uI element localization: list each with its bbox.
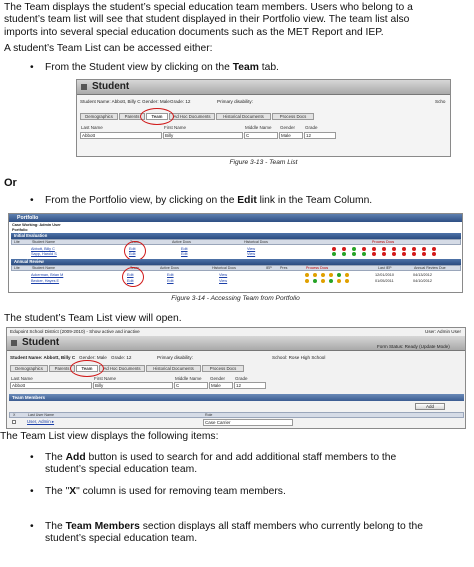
annual-review-due-date: 04/10/2012 (413, 279, 433, 283)
grade-info: Grade: 12 (111, 355, 132, 360)
last-name-field[interactable]: Abbott (10, 382, 92, 389)
portfolio-title: Portfolio (9, 214, 462, 222)
bullet1-strong: Team (232, 62, 259, 73)
bullet-glyph: • (30, 521, 34, 532)
table-row (31, 252, 57, 257)
col-process-docs: Process Docs (372, 240, 395, 244)
tab-parents[interactable]: Parents (119, 113, 145, 120)
tab-ad-hoc-documents[interactable]: Ad Hoc Documents (169, 113, 215, 120)
bullet2-suffix: link in the Team Column. (256, 195, 373, 206)
initial-eval-table-header (11, 239, 461, 245)
bullet-glyph: • (30, 486, 34, 497)
tab-team[interactable]: Team (76, 365, 98, 372)
status-green-icon (332, 252, 336, 256)
student-header (77, 80, 450, 95)
student-name-info: Student Name: Abbott, Billy C (80, 99, 141, 104)
status-red-icon (372, 252, 376, 256)
status-red-icon (382, 252, 386, 256)
col-historical-docs: Historical Docs (212, 266, 236, 270)
label-first-name: First Name (94, 376, 117, 381)
student-view-screenshot (76, 79, 451, 157)
item2-prefix: The " (45, 486, 70, 497)
disability-info: Primary disability: (217, 99, 253, 104)
table-row (31, 273, 63, 278)
figure-caption-1: Figure 3-13 - Team List (229, 159, 298, 166)
col-student-name: Student Name (32, 266, 55, 270)
bullet-glyph: • (30, 62, 34, 73)
label-grade: Grade (305, 125, 318, 130)
status-red-icon (402, 247, 406, 251)
status-red-icon (432, 252, 436, 256)
tab-historical-documents[interactable]: Historical Documents (216, 113, 271, 120)
status-red-icon (362, 247, 366, 251)
bullet2-strong: Edit (237, 195, 257, 206)
item3-prefix: The (45, 521, 66, 532)
status-yellow-icon (329, 273, 333, 277)
student-link[interactable]: Ackerman, Brian M (31, 273, 64, 277)
historical-view-link[interactable]: View (219, 279, 228, 283)
intro-line-3: imports into several special education documents such as the MET Report and IEP. (4, 26, 384, 38)
label-middle-name: Middle Name (175, 376, 202, 381)
highlight-circle (140, 108, 174, 125)
col-last-user-name: Last User Name (28, 413, 54, 417)
collapse-arrow-icon[interactable] (11, 340, 17, 346)
district-info: Edupoint School District (2009-2010) - Show active and inactive (10, 329, 140, 334)
tab-parents[interactable]: Parents (49, 365, 75, 372)
tab-team[interactable]: Team (146, 113, 168, 120)
tab-process-docs[interactable]: Process Docs (272, 113, 314, 120)
gender-select[interactable]: Male (209, 382, 233, 389)
first-name-field[interactable]: Billy (93, 382, 173, 389)
status-green-icon (352, 252, 356, 256)
historical-view-link[interactable]: View (247, 247, 256, 251)
col-iep: IEP (266, 266, 272, 270)
member-name-link[interactable]: User, Admin ▸ (27, 419, 55, 424)
bullet-glyph: • (30, 195, 34, 206)
status-yellow-icon (313, 273, 317, 277)
team-list-screenshot (6, 327, 466, 429)
student-title: Student (92, 81, 130, 92)
tab-demographics[interactable]: Demographics (10, 365, 48, 372)
status-yellow-icon (305, 273, 309, 277)
case-heading: Case Working: Admin User (12, 223, 61, 227)
status-green-icon (362, 252, 366, 256)
school-info: School: Rose High School (272, 355, 326, 360)
active-docs-edit-link[interactable]: Edit (167, 279, 174, 283)
historical-view-link[interactable]: View (219, 273, 228, 277)
table-row (31, 279, 59, 284)
col-annual-review-due: Annual Review Due (414, 266, 446, 270)
intro-paragraph (4, 2, 470, 39)
item1-rest: button is used to search for and add additional staff members to the (85, 452, 397, 463)
active-docs-edit-link[interactable]: Edit (181, 247, 188, 251)
form-status: Form Status: Ready (Update Mode) (377, 344, 450, 349)
team-edit-link[interactable]: Edit (129, 252, 136, 256)
status-green-icon (329, 279, 333, 283)
item1-strong: Add (65, 452, 86, 463)
item3-strong: Team Members (65, 521, 140, 532)
col-pres: Pres (280, 266, 288, 270)
col-lite: Lite (14, 266, 20, 270)
tab-process-docs[interactable]: Process Docs (202, 365, 244, 372)
role-select[interactable]: Case Carrier (203, 419, 293, 426)
student-title: Student (22, 337, 60, 348)
student-link[interactable]: Becker, Hayes E (31, 279, 60, 283)
status-red-icon (372, 247, 376, 251)
tab-historical-documents[interactable]: Historical Documents (146, 365, 201, 372)
label-last-name: Last Name (81, 125, 103, 130)
team-edit-link[interactable]: Edit (127, 273, 134, 277)
status-red-icon (422, 247, 426, 251)
status-green-icon (337, 273, 341, 277)
last-iep-date: 12/01/2010 (375, 273, 395, 277)
col-remove: X (13, 413, 16, 417)
student-name-info: Student Name: Abbott, Billy C (10, 355, 76, 360)
portfolio-screenshot (8, 213, 463, 293)
or-label: Or (4, 177, 17, 189)
col-student-name: Student Name (32, 240, 55, 244)
figure-caption-2: Figure 3-14 - Accessing Team from Portfolio (171, 295, 300, 302)
item3-line2: student’s special education team. (45, 533, 198, 545)
label-gender: Gender (280, 125, 296, 130)
item2-rest: " column is used for removing team members. (76, 486, 286, 497)
bullet1-suffix: tab. (258, 62, 279, 73)
middle-name-field[interactable]: C (244, 132, 278, 139)
status-red-icon (332, 247, 336, 251)
gender-info: Gender: Male (79, 355, 107, 360)
item3-rest: section displays all staff members who currently belong to the (139, 521, 423, 532)
status-green-icon (313, 279, 317, 283)
grade-select[interactable]: 12 (234, 382, 266, 389)
bullet-glyph: • (30, 452, 34, 463)
status-yellow-icon (305, 279, 309, 283)
status-yellow-icon (345, 279, 349, 283)
status-red-icon (412, 252, 416, 256)
label-grade: Grade (235, 376, 248, 381)
status-red-icon (392, 252, 396, 256)
label-first-name: First Name (164, 125, 187, 130)
active-docs-edit-link[interactable]: Edit (167, 273, 174, 277)
bullet2-prefix: From the Portfolio view, by clicking on the (45, 195, 238, 206)
first-name-field[interactable]: Billy (163, 132, 243, 139)
status-red-icon (382, 247, 386, 251)
student-link[interactable]: Sapp, Harold S (31, 252, 57, 256)
gender-select[interactable]: Male (279, 132, 303, 139)
highlight-circle (70, 360, 104, 377)
status-green-icon (342, 252, 346, 256)
portfolio-filter-label: Portfolio (12, 228, 28, 232)
intro-line-2: student’s team list will see that student displayed in their Portfolio view. The team list also (4, 14, 410, 26)
last-name-field[interactable]: Abbott (80, 132, 162, 139)
col-process-docs: Process Docs (306, 266, 329, 270)
grade-select[interactable]: 12 (304, 132, 336, 139)
status-red-icon (342, 247, 346, 251)
item2-strong: X (69, 486, 77, 497)
tab-demographics[interactable]: Demographics (80, 113, 118, 120)
team-members-header[interactable]: Team Members (9, 394, 464, 401)
remove-checkbox[interactable] (12, 420, 16, 424)
bullet1-prefix: From the Student view by clicking on the (45, 62, 233, 73)
disability-info: Primary disability: (157, 355, 193, 360)
status-yellow-icon (337, 279, 341, 283)
list-intro: The Team List view displays the following items: (0, 431, 219, 442)
section-annual-review[interactable]: Annual Review (11, 259, 461, 265)
add-button[interactable]: Add (415, 403, 445, 410)
item1-prefix: The (45, 452, 66, 463)
historical-view-link[interactable]: View (247, 252, 256, 256)
highlight-circle (124, 241, 146, 261)
will-open-text: The student’s Team List view will open. (4, 313, 182, 324)
col-team: Team (130, 266, 139, 270)
last-iep-date: 01/05/2011 (375, 279, 394, 283)
status-red-icon (402, 252, 406, 256)
highlight-circle (122, 267, 144, 287)
collapse-arrow-icon[interactable] (81, 84, 87, 90)
grade-info: Grade: 12 (170, 99, 191, 104)
label-middle-name: Middle Name (245, 125, 272, 130)
team-edit-link[interactable]: Edit (127, 279, 134, 283)
status-yellow-icon (321, 273, 325, 277)
gender-info: Gender: Male (142, 99, 170, 104)
item1-line2: student’s special education team. (45, 464, 198, 476)
middle-name-field[interactable]: C (174, 382, 208, 389)
status-green-icon (352, 247, 356, 251)
col-active-docs: Active Docs (172, 240, 191, 244)
team-edit-link[interactable]: Edit (129, 247, 136, 251)
team-members-table-header (9, 412, 464, 418)
active-docs-edit-link[interactable]: Edit (181, 252, 188, 256)
annual-review-due-date: 04/13/2012 (413, 273, 433, 277)
status-red-icon (392, 247, 396, 251)
section-initial-evaluation[interactable]: Initial Evaluation (11, 233, 461, 239)
col-role: Role (205, 413, 213, 417)
col-active-docs: Active Docs (160, 266, 179, 270)
status-red-icon (412, 247, 416, 251)
col-lite: Lite (14, 240, 20, 244)
col-team: Team (130, 240, 139, 244)
status-red-icon (422, 252, 426, 256)
status-yellow-icon (345, 273, 349, 277)
col-last-iep: Last IEP (378, 266, 392, 270)
label-last-name: Last Name (11, 376, 33, 381)
label-gender: Gender (210, 376, 226, 381)
status-yellow-icon (321, 279, 325, 283)
status-red-icon (432, 247, 436, 251)
annual-review-table-header (11, 265, 461, 271)
school-info: Scho (435, 99, 446, 104)
col-historical-docs: Historical Docs (244, 240, 268, 244)
student-link[interactable]: Abbott, Billy C (31, 247, 55, 251)
access-heading: A student’s Team List can be accessed either: (4, 43, 213, 54)
intro-line-1: The Team displays the student’s special education team members. Users who belong to a (4, 2, 413, 13)
tab-ad-hoc-documents[interactable]: Ad Hoc Documents (99, 365, 145, 372)
user-info: User: Admin User (425, 329, 461, 334)
